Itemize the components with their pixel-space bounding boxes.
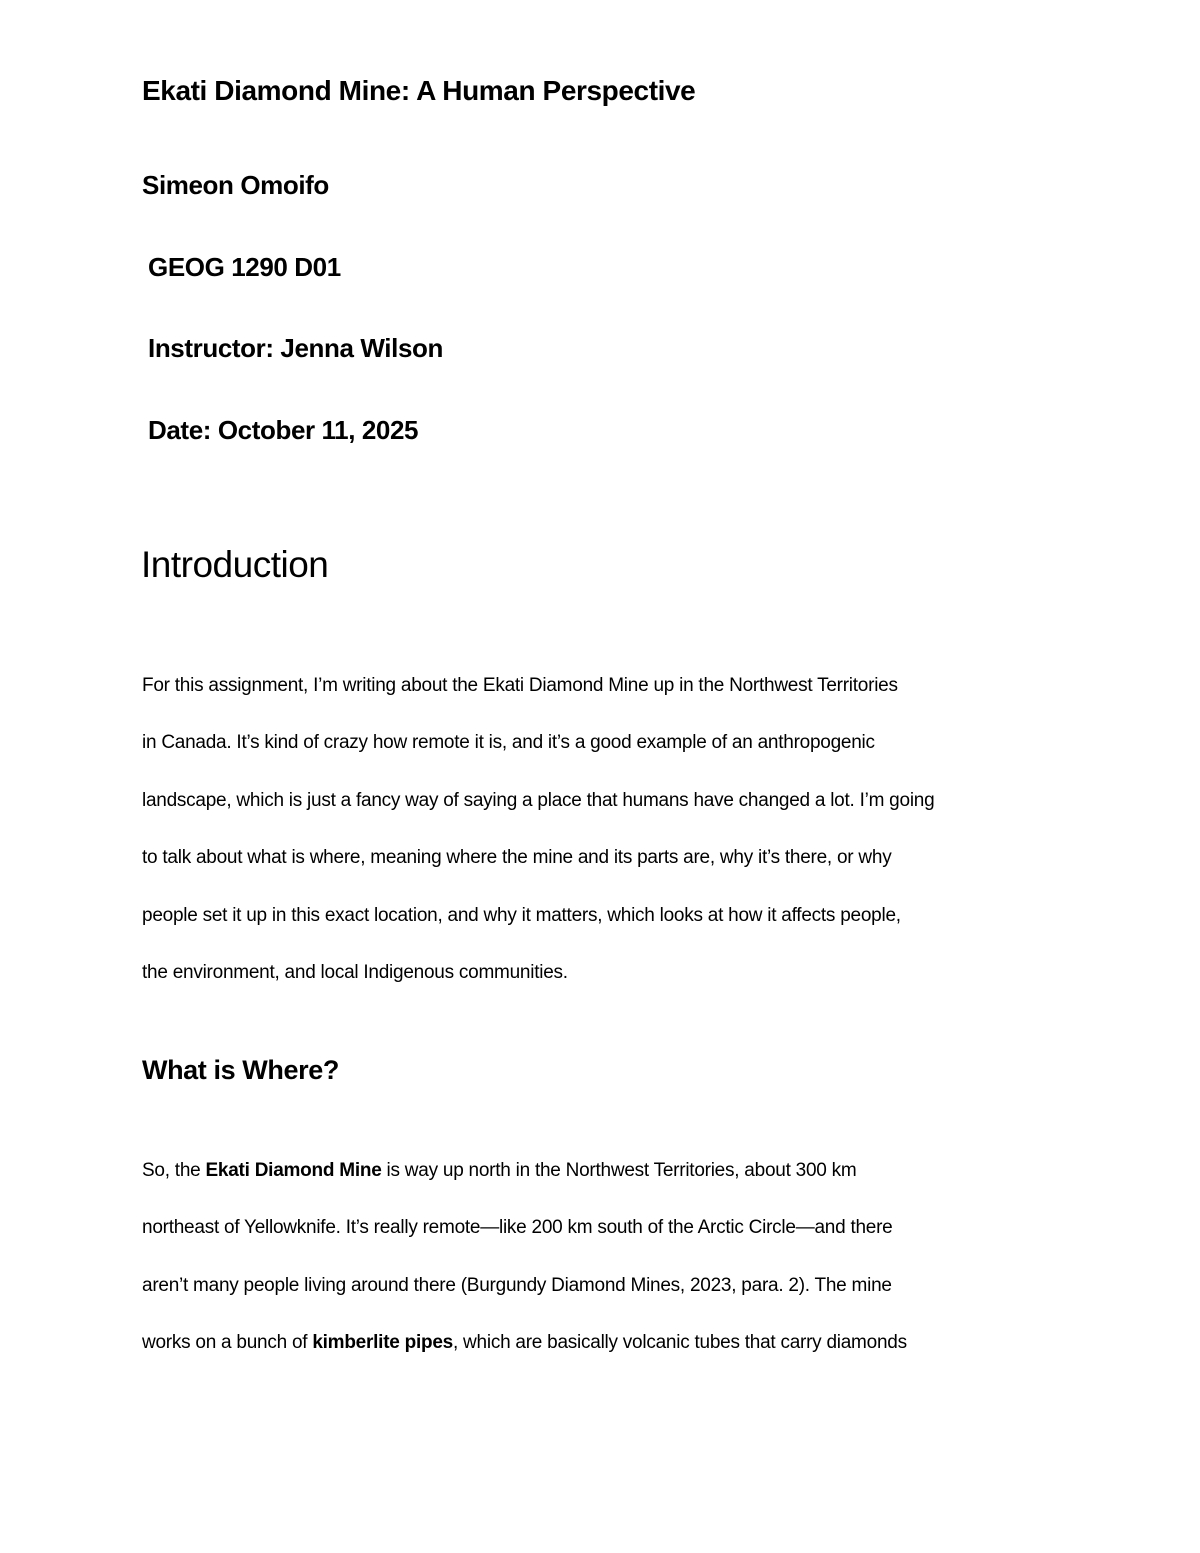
paragraph-line: in Canada. It’s kind of crazy how remote it is, and it’s a good example of an anthropogenic — [142, 732, 875, 754]
paragraph-line: northeast of Yellowknife. It’s really remote—like 200 km south of the Arctic Circle—and there — [142, 1217, 893, 1239]
line-text: , which are basically volcanic tubes that carry diamonds — [453, 1332, 907, 1354]
paragraph-line: For this assignment, I’m writing about the Ekati Diamond Mine up in the Northwest Territories — [142, 675, 898, 696]
bold-term-kimberlite: kimberlite pipes — [312, 1332, 453, 1354]
bold-term-ekati: Ekati Diamond Mine — [205, 1160, 382, 1181]
line-text: is way up north in the Northwest Territories, about 300 km — [381, 1160, 857, 1181]
paragraph-line — [142, 1314, 1082, 1371]
what-is-where-heading: What is Where? — [142, 1055, 339, 1085]
instructor-name: Instructor: Jenna Wilson — [148, 333, 443, 363]
introduction-heading: Introduction — [141, 544, 329, 585]
paragraph-line: people set it up in this exact location, and why it matters, which looks at how it affects people, — [142, 904, 901, 926]
line-text: So, the — [142, 1160, 206, 1181]
paragraph-line: aren’t many people living around there (Burgundy Diamond Mines, 2023, para. 2). The mine — [142, 1274, 892, 1296]
author-name: Simeon Omoifo — [142, 170, 329, 200]
paragraph-line: the environment, and local Indigenous communities. — [142, 961, 568, 983]
what-is-where-paragraph — [142, 1142, 1082, 1372]
line-text: works on a bunch of — [142, 1332, 313, 1354]
paragraph-line: to talk about what is where, meaning where the mine and its parts are, why it’s there, or why — [142, 847, 892, 869]
submission-date: Date: October 11, 2025 — [148, 415, 419, 445]
introduction-paragraph — [142, 657, 1082, 1001]
paragraph-line: landscape, which is just a fancy way of saying a place that humans have changed a lot. I’m going — [142, 789, 935, 811]
course-code: GEOG 1290 D01 — [148, 252, 341, 282]
document-title: Ekati Diamond Mine: A Human Perspective — [142, 75, 696, 106]
paragraph-line — [142, 1142, 1082, 1199]
